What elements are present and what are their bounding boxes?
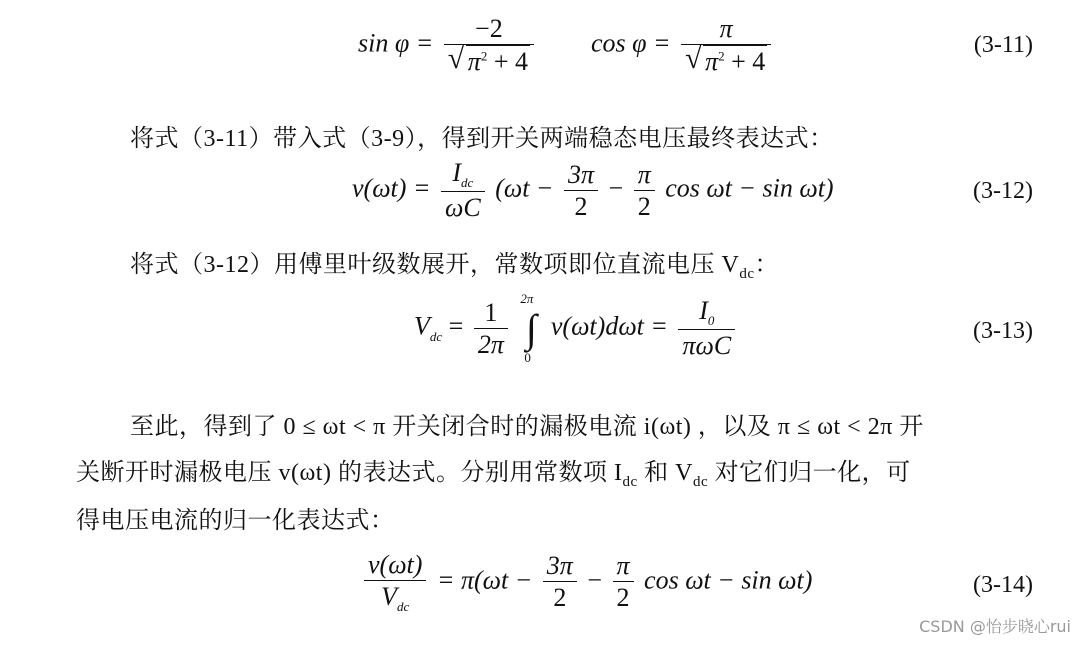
equation-3-13: $V_{dc}$ = $\frac{1}{2\pi}$ ∫ 2π 0 v(ωt)dωt = $\frac{I_0}{\text{πωC}}$: [414, 296, 739, 361]
equation-number-3-11: (3-11): [973, 32, 1033, 58]
paragraph-3-line-3: 得电压电流的归一化表达式：: [76, 508, 395, 534]
equation-3-11: [358, 14, 775, 77]
paragraph-1: 将式（3-11）带入式（3-9），得到开关两端稳态电压最终表达式：: [130, 126, 834, 152]
eq312-fraction-3: $\frac{\pi}{2}$: [634, 160, 655, 222]
sin-denominator: √ $\pi^2 + 4$: [447, 41, 528, 76]
cos-lhs: cos φ =: [590, 28, 671, 58]
paragraph-3-line-1: 至此，得到了 0 ≤ ωt < π 开关闭合时的漏极电流 i(ωt) ，以及 π ≤ ωt < 2π 开: [130, 414, 924, 440]
eq314-fraction-2: $\frac{3\pi}{2}$: [543, 551, 577, 613]
eq313-fraction-1: $\frac{1}{2\pi}$: [474, 298, 508, 360]
sin-numerator: −2: [475, 14, 503, 43]
cos-fraction: [681, 14, 771, 77]
equation-3-12: v(ωt) = $\frac{I_{dc}}{\omega C}$ (ωt − $\frac{3\pi}{2}$ − $\frac{\pi}{2}$ cos ωt − sin ωt): [352, 158, 834, 223]
eq312-lhs: v(ωt) =: [352, 173, 431, 203]
equation-3-14: $\frac{v(\omega t)}{V_{dc}}$ = π(ωt − $\frac{3\pi}{2}$ − $\frac{\pi}{2}$ cos ωt − sin ωt): [360, 550, 812, 615]
eq312-fraction-1: $\frac{I_{dc}}{\omega C}$: [441, 158, 485, 223]
equation-number-3-13: (3-13): [973, 318, 1033, 344]
sin-lhs: sin φ =: [358, 28, 434, 58]
sin-fraction: [444, 14, 534, 77]
paragraph-2: 将式（3-12）用傅里叶级数展开，常数项即位直流电压 $V_{dc}$：: [130, 252, 779, 282]
eq314-fraction-3: $\frac{\pi}{2}$: [613, 551, 634, 613]
eq312-fraction-2: $\frac{3\pi}{2}$: [564, 160, 598, 222]
cos-denominator: √ $\pi^2 + 4$: [685, 41, 766, 76]
paragraph-3-line-2: 关断开时漏极电压 v(ωt) 的表达式。分别用常数项 $I_{dc}$ 和 $V_{dc}$ 对它们归一化，可: [76, 460, 911, 490]
eq313-fraction-2: $\frac{I_0}{\text{πωC}}$: [678, 296, 735, 361]
watermark: CSDN @怡步晓心rui: [919, 617, 1071, 636]
integral-sign: ∫ 2π 0: [520, 291, 537, 366]
cos-numerator: π: [719, 14, 733, 43]
eq314-fraction-1: $\frac{v(\omega t)}{V_{dc}}$: [364, 550, 426, 615]
equation-number-3-12: (3-12): [973, 178, 1033, 204]
equation-number-3-14: (3-14): [973, 572, 1033, 598]
